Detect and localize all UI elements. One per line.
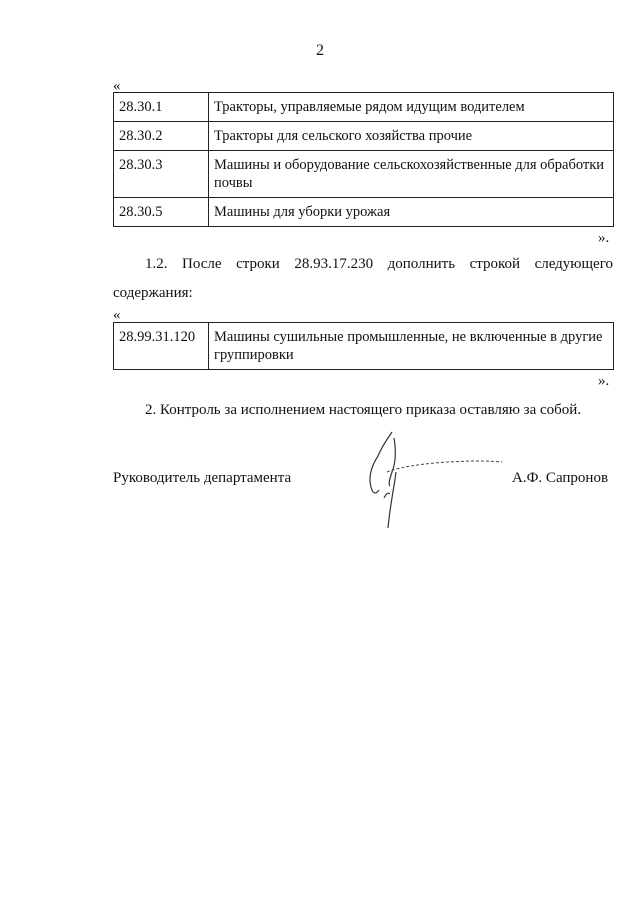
table-row: [114, 122, 614, 151]
row-code: 28.30.5: [114, 198, 209, 227]
row-code: 28.30.1: [114, 93, 209, 122]
paragraph-1-2-line-2: содержания:: [113, 285, 193, 301]
row-name: Тракторы для сельского хозяйства прочие: [209, 122, 614, 151]
closing-quote: ».: [598, 373, 610, 389]
row-name: Машины для уборки урожая: [209, 198, 614, 227]
row-code: 28.30.2: [114, 122, 209, 151]
page-number: 2: [316, 42, 324, 59]
table-row: [114, 151, 614, 198]
paragraph-1-2-line-1: 1.2. После строки 28.93.17.230 дополнить строкой следующего: [145, 256, 613, 272]
closing-quote: ».: [598, 230, 610, 246]
table-row: [114, 198, 614, 227]
codes-table-2: [113, 322, 614, 370]
opening-quote: «: [113, 307, 121, 323]
row-name: Машины сушильные промышленные, не включенные в другие группировки: [209, 323, 614, 370]
row-code: 28.30.3: [114, 151, 209, 198]
table-row: [114, 323, 614, 370]
signer-name: А.Ф. Сапронов: [512, 470, 609, 486]
row-code: 28.99.31.120: [114, 323, 209, 370]
row-name: Тракторы, управляемые рядом идущим водителем: [209, 93, 614, 122]
table-row: [114, 93, 614, 122]
signer-position: Руководитель департамента: [113, 470, 292, 486]
codes-table-1: [113, 92, 614, 227]
opening-quote: «: [113, 78, 121, 94]
handwritten-signature: [352, 428, 512, 533]
paragraph-2: 2. Контроль за исполнением настоящего приказа оставляю за собой.: [145, 402, 582, 418]
row-name: Машины и оборудование сельскохозяйственные для обработки почвы: [209, 151, 614, 198]
